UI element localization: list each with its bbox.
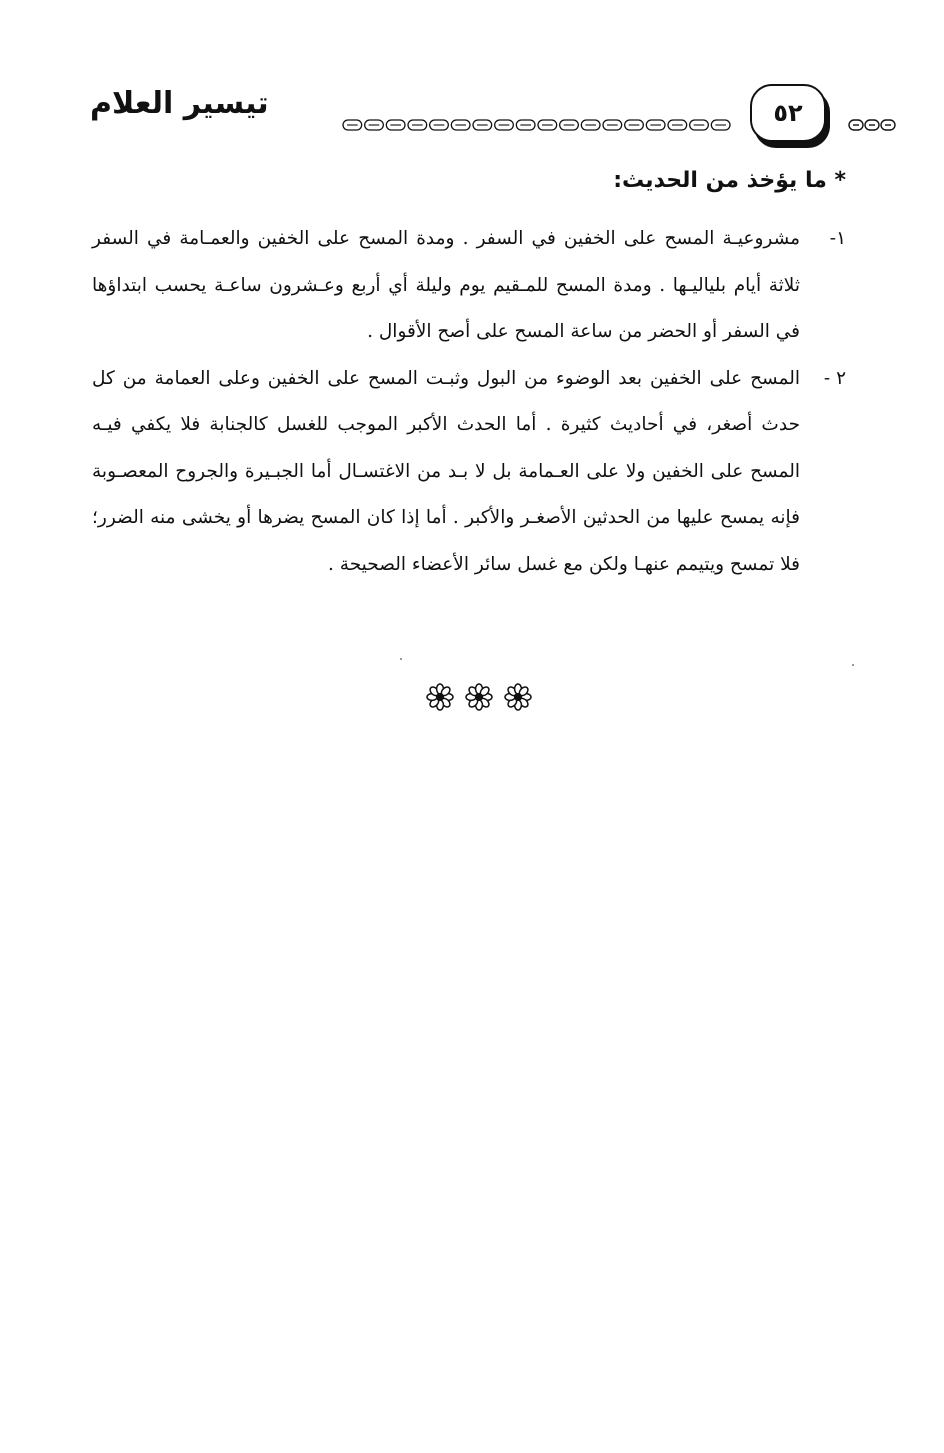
chain-ornament-icon [342, 118, 732, 132]
section-heading: * ما يؤخذ من الحديث: [613, 168, 846, 193]
item-text: المسح على الخفين بعد الوضوء من البول وثبـت المسح على الخفين وعلى العمامة من كل حدث أصغر، في أحاديث كثيرة . أما الحدث الأكبر الموجب للغسل كالجنابة فلا يكفي فيـه المسح على الخفين ولا على العـمامة بل لا بـد من الاغتسـال أما الجبـيرة والجروح المعصـوبة فإنه يمسح عليها من الحدثين الأصغـر والأكبر . أما إذا كان المسح يضرها أو يخشى منه الضرر؛ فلا تمسح ويتيمم عنهـا ولكن مع غسل سائر الأعضاء الصحيحة . [92, 367, 800, 575]
item-number: ١- [829, 228, 846, 249]
stray-mark [852, 664, 854, 666]
list-item [92, 216, 846, 356]
item-number: ٢ - [823, 367, 846, 389]
list-item [92, 356, 846, 589]
chain-ornament-icon [848, 118, 896, 132]
book-title: تيسير العلام [90, 86, 269, 121]
stray-mark [400, 658, 402, 660]
triple-flower-ornament-icon [422, 680, 536, 714]
item-text: مشروعيـة المسح على الخفين في السفر . ومدة المسح على الخفين والعمـامة في السفر ثلاثة أيام بلياليـها . ومدة المسح للمـقيم يوم وليلة أي أربع وعـشرون ساعـة يحسب ابتداؤها في السفر أو الحضر من ساعة المسح على أصح الأقوال . [92, 228, 800, 342]
page-number: ٥٢ [750, 84, 826, 142]
page-number-badge [750, 84, 832, 148]
text-body [92, 216, 846, 588]
page-header [90, 84, 900, 156]
